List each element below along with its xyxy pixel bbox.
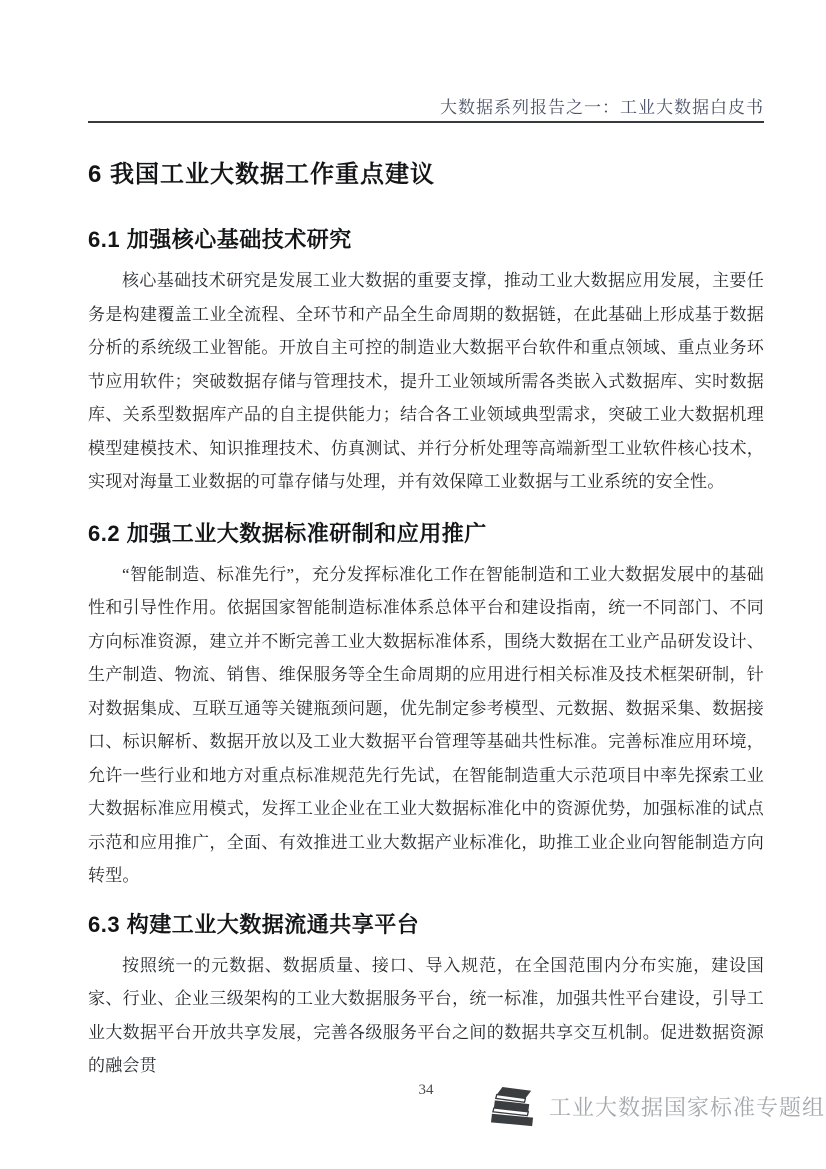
- section-6-1-body: 核心基础技术研究是发展工业大数据的重要支撑，推动工业大数据应用发展，主要任务是构建覆盖工业全流程、全环节和产品全生命周期的数据链，在此基础上形成基于数据分析的系统级工业智能。开放自主可控的制造业大数据平台软件和重点领域、重点业务环节应用软件；突破数据存储与管理技术，提升工业领域所需各类嵌入式数据库、实时数据库、关系型数据库产品的自主提供能力；结合各工业领域典型需求，突破工业大数据机理模型建模技术、知识推理技术、仿真测试、并行分析处理等高端新型工业软件核心技术，实现对海量工业数据的可靠存储与处理，并有效保障工业数据与工业系统的安全性。: [88, 271, 764, 491]
- section-6-3-heading: 6.3 构建工业大数据流通共享平台: [88, 911, 420, 937]
- section-6-1-heading: 6.1 加强核心基础技术研究: [88, 227, 352, 252]
- page-number: 34: [418, 1082, 434, 1098]
- section-6-1: [88, 226, 764, 499]
- chapter-title: 6 我国工业大数据工作重点建议: [88, 161, 436, 188]
- footer-org-name: 工业大数据国家标准专题组: [549, 1095, 826, 1120]
- section-6-2-body: “智能制造、标准先行”，充分发挥标准化工作在智能制造和工业大数据发展中的基础性和引导性作用。依据国家智能制造标准体系总体平台和建设指南，统一不同部门、不同方向标准资源，建立并不断完善工业大数据标准体系，围绕大数据在工业产品研发设计、生产制造、物流、销售、维保服务等全生命周期的应用进行相关标准及技术框架研制，针对数据集成、互联互通等关键瓶颈问题，优先制定参考模型、元数据、数据采集、数据接口、标识解析、数据开放以及工业大数据平台管理等基础共性标准。完善标准应用环境，允许一些行业和地方对重点标准规范先行先试，在智能制造重大示范项目中率先探索工业大数据标准应用模式，发挥工业企业在工业大数据标准化中的资源优势，加强标准的试点示范和应用推广，全面、有效推进工业大数据产业标准化，助推工业企业向智能制造方向转型。: [88, 564, 764, 885]
- section-6-2: [88, 520, 764, 893]
- section-6-3: [88, 911, 764, 1083]
- section-6-2-heading: 6.2 加强工业大数据标准研制和应用推广: [88, 520, 487, 546]
- stacked-books-icon: [489, 1086, 537, 1130]
- content-column: [88, 0, 764, 1083]
- section-6-3-body: 按照统一的元数据、数据质量、接口、导入规范，在全国范围内分布实施，建设国家、行业、企业三级架构的工业大数据服务平台，统一标准，加强共性平台建设，引导工业大数据平台开放共享发展，完善各级服务平台之间的数据共享交互机制。促进数据资源的融会贯: [88, 955, 764, 1075]
- running-header: 大数据系列报告之一：工业大数据白皮书: [88, 98, 764, 123]
- footer-logo: [489, 1086, 825, 1130]
